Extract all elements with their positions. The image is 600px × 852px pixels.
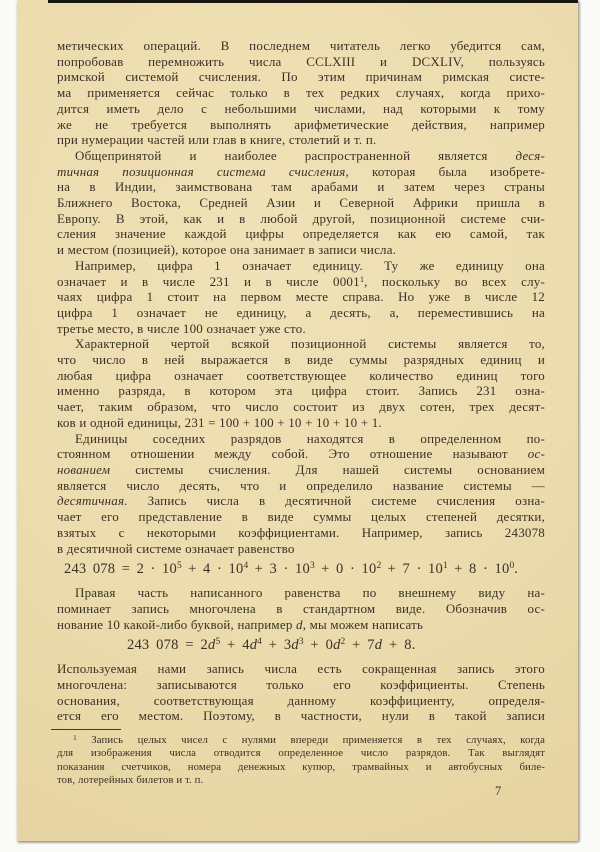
text-line: поминает запись многочлена в стандартном виде. Обозначив ос- xyxy=(57,600,545,616)
superscript: 4 xyxy=(257,637,262,648)
text-line: десятичная. Запись числа в десятичной системе счисления озна- xyxy=(57,493,545,509)
text-line: именно разряда, в котором эта цифра стоит. Запись 231 озна- xyxy=(57,383,545,399)
text-line: Ближнего Востока, Средней Азии и Северной Африки пришла в xyxy=(57,195,545,211)
text-line: на в Индии, заимствована там арабами и затем через страны xyxy=(57,179,545,195)
superscript: 3 xyxy=(298,637,304,648)
italic-text: d xyxy=(295,616,303,632)
superscript: 4 xyxy=(243,561,249,572)
text-line: Характерной чертой всякой позиционной системы является то, xyxy=(75,336,545,352)
text-line: означает и в числе 231 и в числе 0001$^1$, поскольку во всех слу- xyxy=(57,273,545,289)
paragraph xyxy=(57,258,545,337)
text-line: Правая часть написанного равенства по внешнему виду на- xyxy=(75,585,545,601)
text-line: для изображения числа отводится определенное число разрядов. Так выглядят xyxy=(57,747,545,760)
paragraph xyxy=(57,431,545,557)
text-line: любая цифра означает соответствующее количество единиц того xyxy=(57,367,545,383)
text-line: многочлена: записываются только его коэффициенты. Степень xyxy=(57,677,545,693)
text-line: стоянном отношении между собой. Это отношение называют ос- xyxy=(57,446,545,462)
superscript: 3 xyxy=(309,561,315,572)
text-line: метических операций. В последнем читатель легко убедится сам, xyxy=(57,38,545,53)
text-line: чаях цифра 1 стоит на первом месте справа. Но уже в числе 12 xyxy=(57,289,545,305)
footnote-rule xyxy=(51,729,121,730)
text-line: же не требуется выполнять арифметические действия, например xyxy=(57,116,545,132)
italic-text: d xyxy=(333,637,341,654)
text-line: ется его местом. Поэтому, в частности, нули в такой записи xyxy=(57,708,545,724)
italic-text: d xyxy=(374,637,383,654)
text-line: взятых с некоторыми коэффициентами. Например, запись 243078 xyxy=(57,524,545,540)
book-page xyxy=(17,0,578,841)
italic-text: d xyxy=(249,637,258,654)
footnote xyxy=(57,734,545,787)
superscript: 5 xyxy=(215,637,221,648)
superscript: 5 xyxy=(176,561,182,572)
text-line: Общепринятой и наиболее распространенной является деся- xyxy=(75,147,545,163)
paragraph xyxy=(57,661,545,724)
display-formula: 243 $078 = 2 \cdot 10^5 + 4 \cdot 10^4 + 3 \cdot 10^3 + 0 \cdot 10^2 + 7 \cdot 10^1 + 8 \cdot 10^0$. xyxy=(64,561,519,578)
text-line: дится иметь дело с небольшими числами, над которыми к тому xyxy=(57,100,545,116)
text-line: нованием системы счисления. Для нашей системы основанием xyxy=(57,461,545,477)
italic-text: нованием xyxy=(57,461,111,477)
text-line: третье место, в числе 100 означает уже сто. xyxy=(57,320,306,336)
paragraph xyxy=(57,148,545,258)
text-line: попробовав перемножить числа CCLXIII и DCXLIV, пользуясь xyxy=(57,53,545,69)
italic-text: деся- xyxy=(515,147,545,163)
text-line: Единицы соседних разрядов находятся в определенном по- xyxy=(75,430,545,446)
paragraph xyxy=(57,38,545,148)
text-line: Европу. В этой, как и в любой другой, позиционной системе счи- xyxy=(57,210,545,226)
paragraph xyxy=(57,336,545,430)
text-line: в десятичной системе означает равенство xyxy=(57,540,295,556)
superscript: 2 xyxy=(340,637,346,648)
text-line: показания счетчиков, номера денежных купюр, трамвайных и автобусных биле- xyxy=(57,760,545,773)
text-line: является число десять, что и определило название системы — xyxy=(57,477,545,493)
text-line: чает его представление в виде суммы целых степеней десятки, xyxy=(57,509,545,525)
text-line: основания, соответствующая данному коэффициенту, определя- xyxy=(57,692,545,708)
page-text xyxy=(57,38,545,787)
text-line: при нумерации частей или глав в книге, столетий и т. п. xyxy=(57,132,377,148)
italic-text: тичная позиционная система счисления, xyxy=(57,163,349,179)
text-line: и местом (позицией), которое она занимает в записи числа. xyxy=(57,242,397,258)
text-line: нование 10 какой-либо буквой, например d, мы можем написать xyxy=(57,616,424,632)
text-line: ков и одной единицы, 231 = 100 + 100 + 10 + 10 + 10 + 1. xyxy=(57,414,382,430)
italic-text: d xyxy=(291,637,299,654)
display-formula: 243 $078 = 2d^5 + 4d^4 + 3d^3 + 0d^2 + 7d + 8$. xyxy=(127,637,416,654)
text-line: ма применяется сейчас только в тех редких случаях, когда прихо- xyxy=(57,85,545,101)
text-line: Например, цифра 1 означает единицу. Ту же единицу она xyxy=(75,257,545,273)
text-line: тов, лотерейных билетов и т. п. xyxy=(57,773,204,786)
superscript: 1 xyxy=(73,733,77,743)
italic-text: d xyxy=(208,637,216,654)
superscript: 1 xyxy=(442,561,448,572)
superscript: 2 xyxy=(376,561,382,572)
text-line: чает, таким образом, что число состоит из двух сотен, трех десят- xyxy=(57,399,545,415)
text-line: Используемая нами запись числа есть сокращенная запись этого xyxy=(57,661,545,677)
paragraph xyxy=(57,585,545,632)
superscript: 1 xyxy=(359,273,365,284)
italic-text: десятичная. xyxy=(57,493,128,509)
italic-text: ос- xyxy=(527,446,545,462)
text-line: тичная позиционная система счисления, которая была изобрете- xyxy=(57,163,545,179)
adjacent-page-edge xyxy=(48,0,578,3)
text-line: что число в ней выражается в виде суммы разрядных единиц и xyxy=(57,352,545,368)
page-number: 7 xyxy=(495,784,502,798)
text-line: цифра 1 означает не единицу, а десять, а, переместившись на xyxy=(57,304,545,320)
text-line: римской системой счисления. По этим причинам римская систе- xyxy=(57,69,545,85)
text-line: сления значение каждой цифры определяется как ею самой, так xyxy=(57,226,545,242)
text-line: $^1$ Запись целых чисел с нулями впереди применяется в тех случаях, когда xyxy=(73,733,545,747)
superscript: 0 xyxy=(509,561,515,572)
